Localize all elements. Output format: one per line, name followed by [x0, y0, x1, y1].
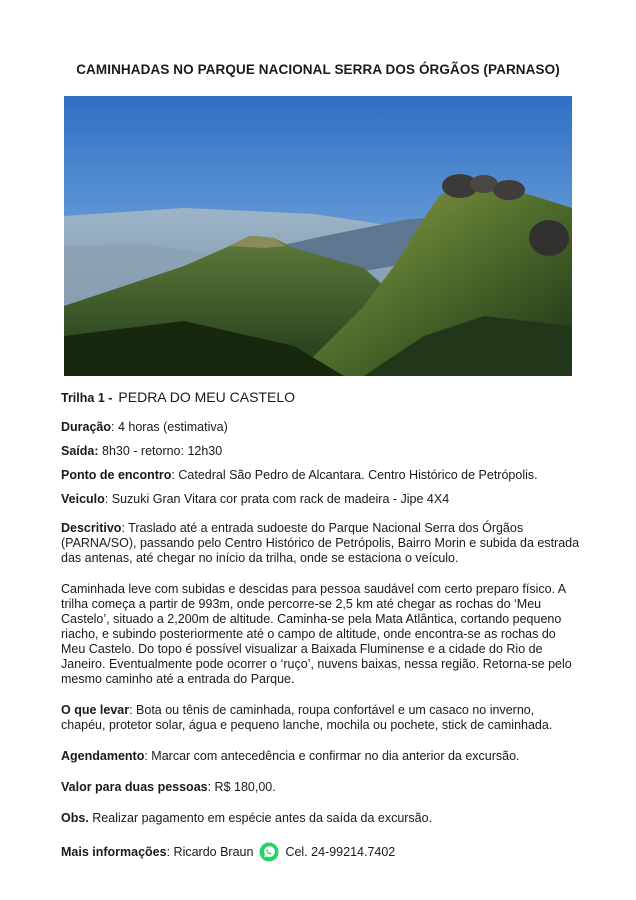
booking-label: Agendamento — [61, 749, 145, 763]
trail-label: Trilha 1 - — [61, 391, 113, 405]
booking-value: : Marcar com antecedência e confirmar no dia anterior da excursão. — [144, 749, 520, 763]
note-line — [61, 811, 581, 826]
description-value: : Traslado até a entrada sudoeste do Parque Nacional Serra dos Órgãos (PARNA/SO), passando pelo Centro Histórico de Petrópolis, Bairro Morin e subida da estrada das antenas, até chegar no início da trilha, onde se estaciona o veículo. — [61, 521, 580, 565]
vehicle-line — [61, 492, 581, 507]
meeting-point-label: Ponto de encontro — [61, 468, 172, 482]
trail-name: PEDRA DO MEU CASTELO — [118, 389, 295, 405]
note-value: Realizar pagamento em espécie antes da saída da excursão. — [88, 811, 433, 825]
price-value: : R$ 180,00. — [207, 780, 276, 794]
departure-value: 8h30 - retorno: 12h30 — [98, 444, 223, 458]
page-title: CAMINHADAS NO PARQUE NACIONAL SERRA DOS ÓRGÃOS (PARNASO) — [76, 62, 560, 77]
price-line — [61, 780, 581, 795]
booking-line — [61, 749, 581, 764]
trail-details — [61, 390, 581, 862]
what-to-bring-value: : Bota ou tênis de caminhada, roupa confortável e um casaco no inverno, chapéu, protetor solar, água e pequeno lanche, mochila ou pochete, stick de caminhada. — [61, 703, 553, 732]
walk-paragraph: Caminhada leve com subidas e descidas para pessoa saudável com certo preparo físico. A trilha começa a partir de 993m, onde percorre-se 2,5 km até chegar as rochas do ‘Meu Castelo’, situado a 2,200m de altitude. Caminha-se pela Mata Atlântica, cortando pequeno riacho, e subindo posteriormente até o campo de altitude, onde encontra-se as rochas do Meu Castelo. Do topo é possível visualizar a Baixada Fluminense e a cidade do Rio de Janeiro. Eventualmente pode ocorrer o ‘ruço’, nuvens baixas, nessa região. Retorna-se pelo mesmo caminho até a entrada do Parque. — [61, 582, 572, 686]
meeting-point-line — [61, 468, 581, 483]
trail-heading — [61, 390, 581, 406]
duration-label: Duração — [61, 420, 112, 434]
description-paragraph — [61, 521, 581, 566]
description-label: Descritivo — [61, 521, 122, 535]
landscape-illustration — [64, 96, 572, 376]
whatsapp-icon[interactable] — [259, 842, 279, 862]
contact-name: : Ricardo Braun — [166, 844, 254, 859]
what-to-bring-label: O que levar — [61, 703, 130, 717]
meeting-point-value: : Catedral São Pedro de Alcantara. Centro Histórico de Petrópolis. — [171, 468, 538, 482]
vehicle-value: : Suzuki Gran Vitara cor prata com rack de madeira - Jipe 4X4 — [104, 492, 450, 506]
vehicle-label: Veiculo — [61, 492, 105, 506]
departure-line — [61, 444, 581, 459]
mountain-photo — [64, 96, 572, 376]
what-to-bring-paragraph — [61, 703, 581, 733]
contact-phone[interactable]: Cel. 24-99214.7402 — [285, 844, 396, 859]
duration-line — [61, 420, 581, 435]
contact-line — [61, 842, 581, 862]
duration-value: : 4 horas (estimativa) — [111, 420, 228, 434]
departure-label: Saída: — [61, 444, 99, 458]
price-label: Valor para duas pessoas — [61, 780, 208, 794]
note-label: Obs. — [61, 811, 89, 825]
more-info-label: Mais informações — [61, 844, 167, 859]
